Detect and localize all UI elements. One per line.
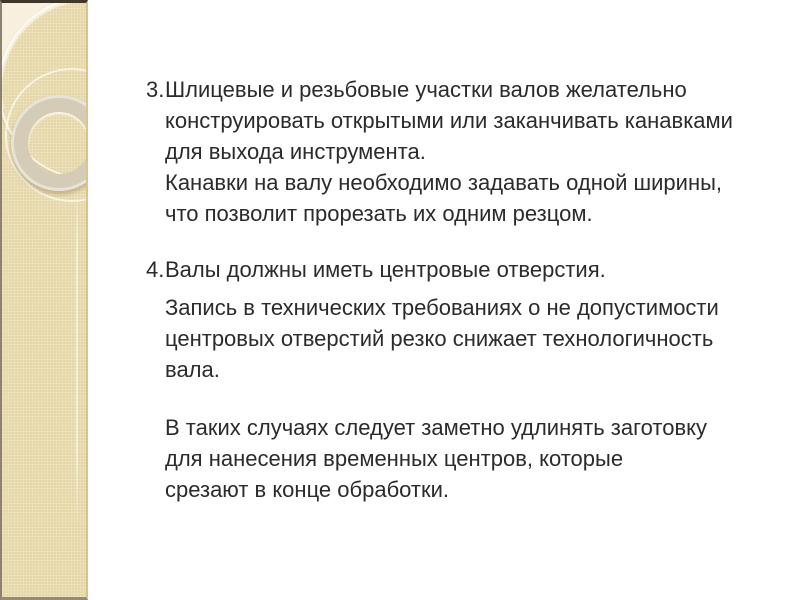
text-span: что позволит прорезать их одним резцом. xyxy=(165,201,593,226)
text-span: для нанесения временных центров, которые xyxy=(165,446,624,471)
text-line xyxy=(165,167,784,198)
text-span: Валы должны иметь центровые отверстия. xyxy=(165,257,606,282)
text-line xyxy=(165,412,784,443)
list-number: 4. xyxy=(146,257,165,282)
arc-highlight xyxy=(76,188,78,528)
sidebar-decoration xyxy=(0,0,88,600)
paragraph xyxy=(146,412,784,505)
text-line xyxy=(165,474,784,505)
text-span: Канавки на валу необходимо задавать одной ширины, xyxy=(165,170,723,195)
text-span: В таких случаях следует заметно удлинять заготовку xyxy=(165,415,708,440)
paragraph xyxy=(146,292,784,385)
text-line xyxy=(165,323,784,354)
paragraph xyxy=(146,254,784,285)
paragraph xyxy=(146,167,784,229)
text-line xyxy=(146,74,784,105)
text-line xyxy=(165,443,784,474)
text-line xyxy=(165,354,784,385)
text-span: конструировать открытыми или заканчивать канавками xyxy=(165,108,733,133)
text-span: Шлицевые и резьбовые участки валов желательно xyxy=(165,77,687,102)
text-line xyxy=(165,198,784,229)
text-line xyxy=(146,254,784,285)
slide-body-text xyxy=(146,74,784,505)
text-span: для выхода инструмента. xyxy=(165,139,426,164)
paragraph xyxy=(146,74,784,167)
text-span: центровых отверстий резко снижает технологичность xyxy=(165,326,714,351)
text-line xyxy=(165,292,784,323)
list-number: 3. xyxy=(146,77,165,102)
text-span: Запись в технических требованиях о не допустимости xyxy=(165,295,719,320)
text-span: вала. xyxy=(165,357,220,382)
text-span: срезают в конце обработки. xyxy=(165,477,450,502)
text-line xyxy=(165,105,784,136)
text-line xyxy=(165,136,784,167)
